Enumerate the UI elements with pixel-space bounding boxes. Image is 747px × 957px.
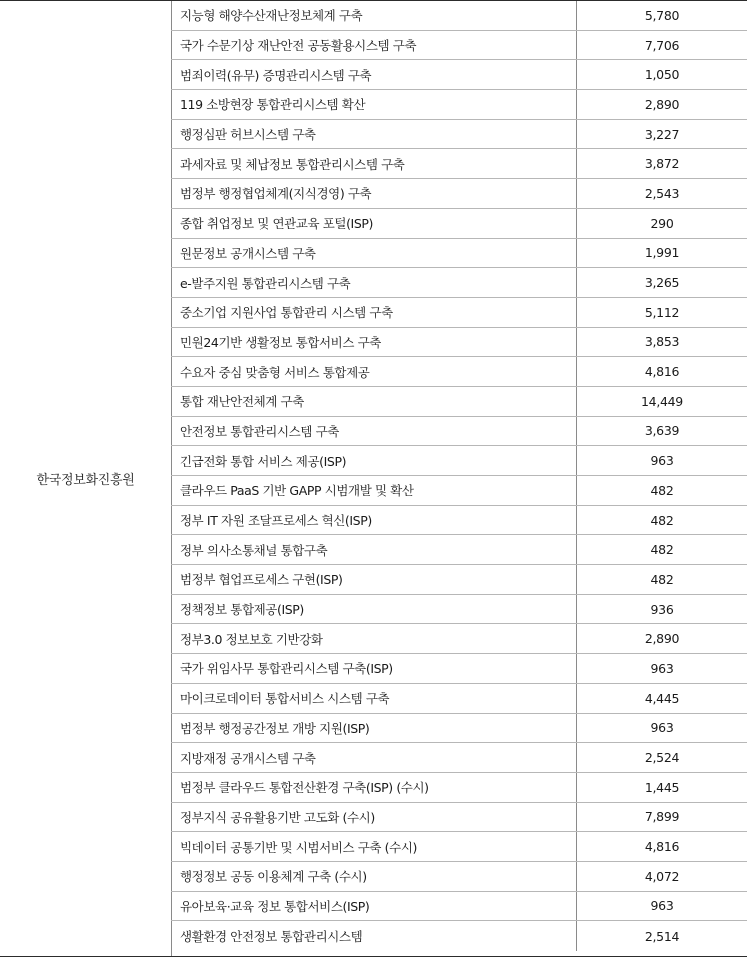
- project-name-cell: 정책정보 통합제공(ISP): [171, 595, 577, 624]
- budget-value-cell: 963: [650, 720, 674, 736]
- project-name-cell: 지방재정 공개시스템 구축: [171, 743, 577, 772]
- project-name-cell: 원문정보 공개시스템 구축: [171, 239, 577, 268]
- project-name-cell: 긴급전화 통합 서비스 제공(ISP): [171, 446, 577, 475]
- table-row: [171, 357, 747, 387]
- budget-value-cell: 2,543: [644, 185, 680, 201]
- budget-value-cell: 3,853: [644, 334, 680, 350]
- table-row: [171, 298, 747, 328]
- budget-value-cell: 2,514: [644, 928, 680, 944]
- project-name-cell: 지능형 해양수산재난정보체계 구축: [171, 1, 577, 30]
- budget-value-cell: 4,072: [644, 868, 680, 884]
- table-row: [171, 1, 747, 31]
- table-row: [171, 862, 747, 892]
- project-name-cell: 클라우드 PaaS 기반 GAPP 시범개발 및 확산: [171, 476, 577, 505]
- table-row: [171, 773, 747, 803]
- project-name-cell: 범죄이력(유무) 증명관리시스템 구축: [171, 60, 577, 89]
- budget-value-cell: 482: [650, 512, 674, 528]
- budget-value-cell: 1,445: [644, 779, 680, 795]
- project-name-cell: 민원24기반 생활정보 통합서비스 구축: [171, 328, 577, 357]
- budget-value-cell: 5,112: [644, 304, 680, 320]
- project-name-cell: 범정부 클라우드 통합전산환경 구축(ISP) (수시): [171, 773, 577, 802]
- project-name-cell: 행정심판 허브시스템 구축: [171, 120, 577, 149]
- budget-value-cell: 4,816: [644, 364, 680, 380]
- table-row: [171, 446, 747, 476]
- budget-value-cell: 3,265: [644, 275, 680, 291]
- budget-value-cell: 2,890: [644, 96, 680, 112]
- project-name-cell: 정부3.0 정보보호 기반강화: [171, 624, 577, 653]
- table-row: [171, 921, 747, 951]
- budget-value-cell: 5,780: [644, 7, 680, 23]
- project-name-cell: 수요자 중심 맞춤형 서비스 통합제공: [171, 357, 577, 386]
- organization-cell: 한국정보화진흥원: [0, 1, 172, 956]
- table-row: [171, 803, 747, 833]
- table-row: [171, 565, 747, 595]
- table-row: [171, 654, 747, 684]
- budget-value-cell: 2,524: [644, 750, 680, 766]
- table-row: [171, 268, 747, 298]
- budget-value-cell: 4,816: [644, 839, 680, 855]
- table-row: [171, 684, 747, 714]
- table-row: [171, 387, 747, 417]
- budget-value-cell: 482: [650, 482, 674, 498]
- budget-value-cell: 2,890: [644, 631, 680, 647]
- project-name-cell: 안전정보 통합관리시스템 구축: [171, 417, 577, 446]
- project-name-cell: 119 소방현장 통합관리시스템 확산: [171, 90, 577, 119]
- budget-value-cell: 3,639: [644, 423, 680, 439]
- budget-value-cell: 3,227: [644, 126, 680, 142]
- project-name-cell: 행정정보 공동 이용체계 구축 (수시): [171, 862, 577, 891]
- table-row: [171, 743, 747, 773]
- table-row: [171, 714, 747, 744]
- table-row: [171, 417, 747, 447]
- table-row: [171, 476, 747, 506]
- project-name-cell: 범정부 행정협업체계(지식경영) 구축: [171, 179, 577, 208]
- budget-value-cell: 290: [650, 215, 674, 231]
- budget-value-cell: 482: [650, 571, 674, 587]
- budget-value-cell: 1,050: [644, 67, 680, 83]
- budget-value-cell: 963: [650, 453, 674, 469]
- table-row: [171, 239, 747, 269]
- budget-value-cell: 482: [650, 542, 674, 558]
- project-name-cell: 국가 수문기상 재난안전 공동활용시스템 구축: [171, 31, 577, 60]
- project-name-cell: 중소기업 지원사업 통합관리 시스템 구축: [171, 298, 577, 327]
- budget-value-cell: 1,991: [644, 245, 680, 261]
- project-name-cell: 정부 의사소통채널 통합구축: [171, 535, 577, 564]
- budget-value-cell: 14,449: [641, 393, 683, 409]
- table-row: [171, 328, 747, 358]
- project-name-cell: 통합 재난안전체계 구축: [171, 387, 577, 416]
- table-row: [171, 149, 747, 179]
- budget-value-cell: 3,872: [644, 156, 680, 172]
- table-row: [171, 892, 747, 922]
- table-row: [171, 535, 747, 565]
- table-row: [171, 31, 747, 61]
- budget-value-cell: 7,899: [644, 809, 680, 825]
- project-name-cell: 정부 IT 자원 조달프로세스 혁신(ISP): [171, 506, 577, 535]
- table-row: [171, 60, 747, 90]
- table-row: [171, 595, 747, 625]
- project-name-cell: 범정부 협업프로세스 구현(ISP): [171, 565, 577, 594]
- project-name-cell: 마이크로데이터 통합서비스 시스템 구축: [171, 684, 577, 713]
- budget-value-cell: 963: [650, 660, 674, 676]
- table-row: [171, 209, 747, 239]
- budget-value-cell: 4,445: [644, 690, 680, 706]
- project-name-cell: 유아보육·교육 정보 통합서비스(ISP): [171, 892, 577, 921]
- budget-value-cell: 963: [650, 898, 674, 914]
- budget-value-cell: 7,706: [644, 37, 680, 53]
- table-body: [171, 1, 747, 951]
- project-name-cell: 범정부 행정공간정보 개방 지원(ISP): [171, 714, 577, 743]
- project-name-cell: 빅데이터 공통기반 및 시범서비스 구축 (수시): [171, 832, 577, 861]
- project-name-cell: 정부지식 공유활용기반 고도화 (수시): [171, 803, 577, 832]
- project-name-cell: 국가 위임사무 통합관리시스템 구축(ISP): [171, 654, 577, 683]
- project-name-cell: 종합 취업정보 및 연관교육 포털(ISP): [171, 209, 577, 238]
- project-name-cell: e-발주지원 통합관리시스템 구축: [171, 268, 577, 297]
- table-row: [171, 179, 747, 209]
- table-row: [171, 832, 747, 862]
- table-row: [171, 90, 747, 120]
- table-row: [171, 506, 747, 536]
- budget-value-cell: 936: [650, 601, 674, 617]
- table-row: [171, 624, 747, 654]
- project-name-cell: 생활환경 안전정보 통합관리시스템: [171, 921, 577, 951]
- project-name-cell: 과세자료 및 체납정보 통합관리시스템 구축: [171, 149, 577, 178]
- table-row: [171, 120, 747, 150]
